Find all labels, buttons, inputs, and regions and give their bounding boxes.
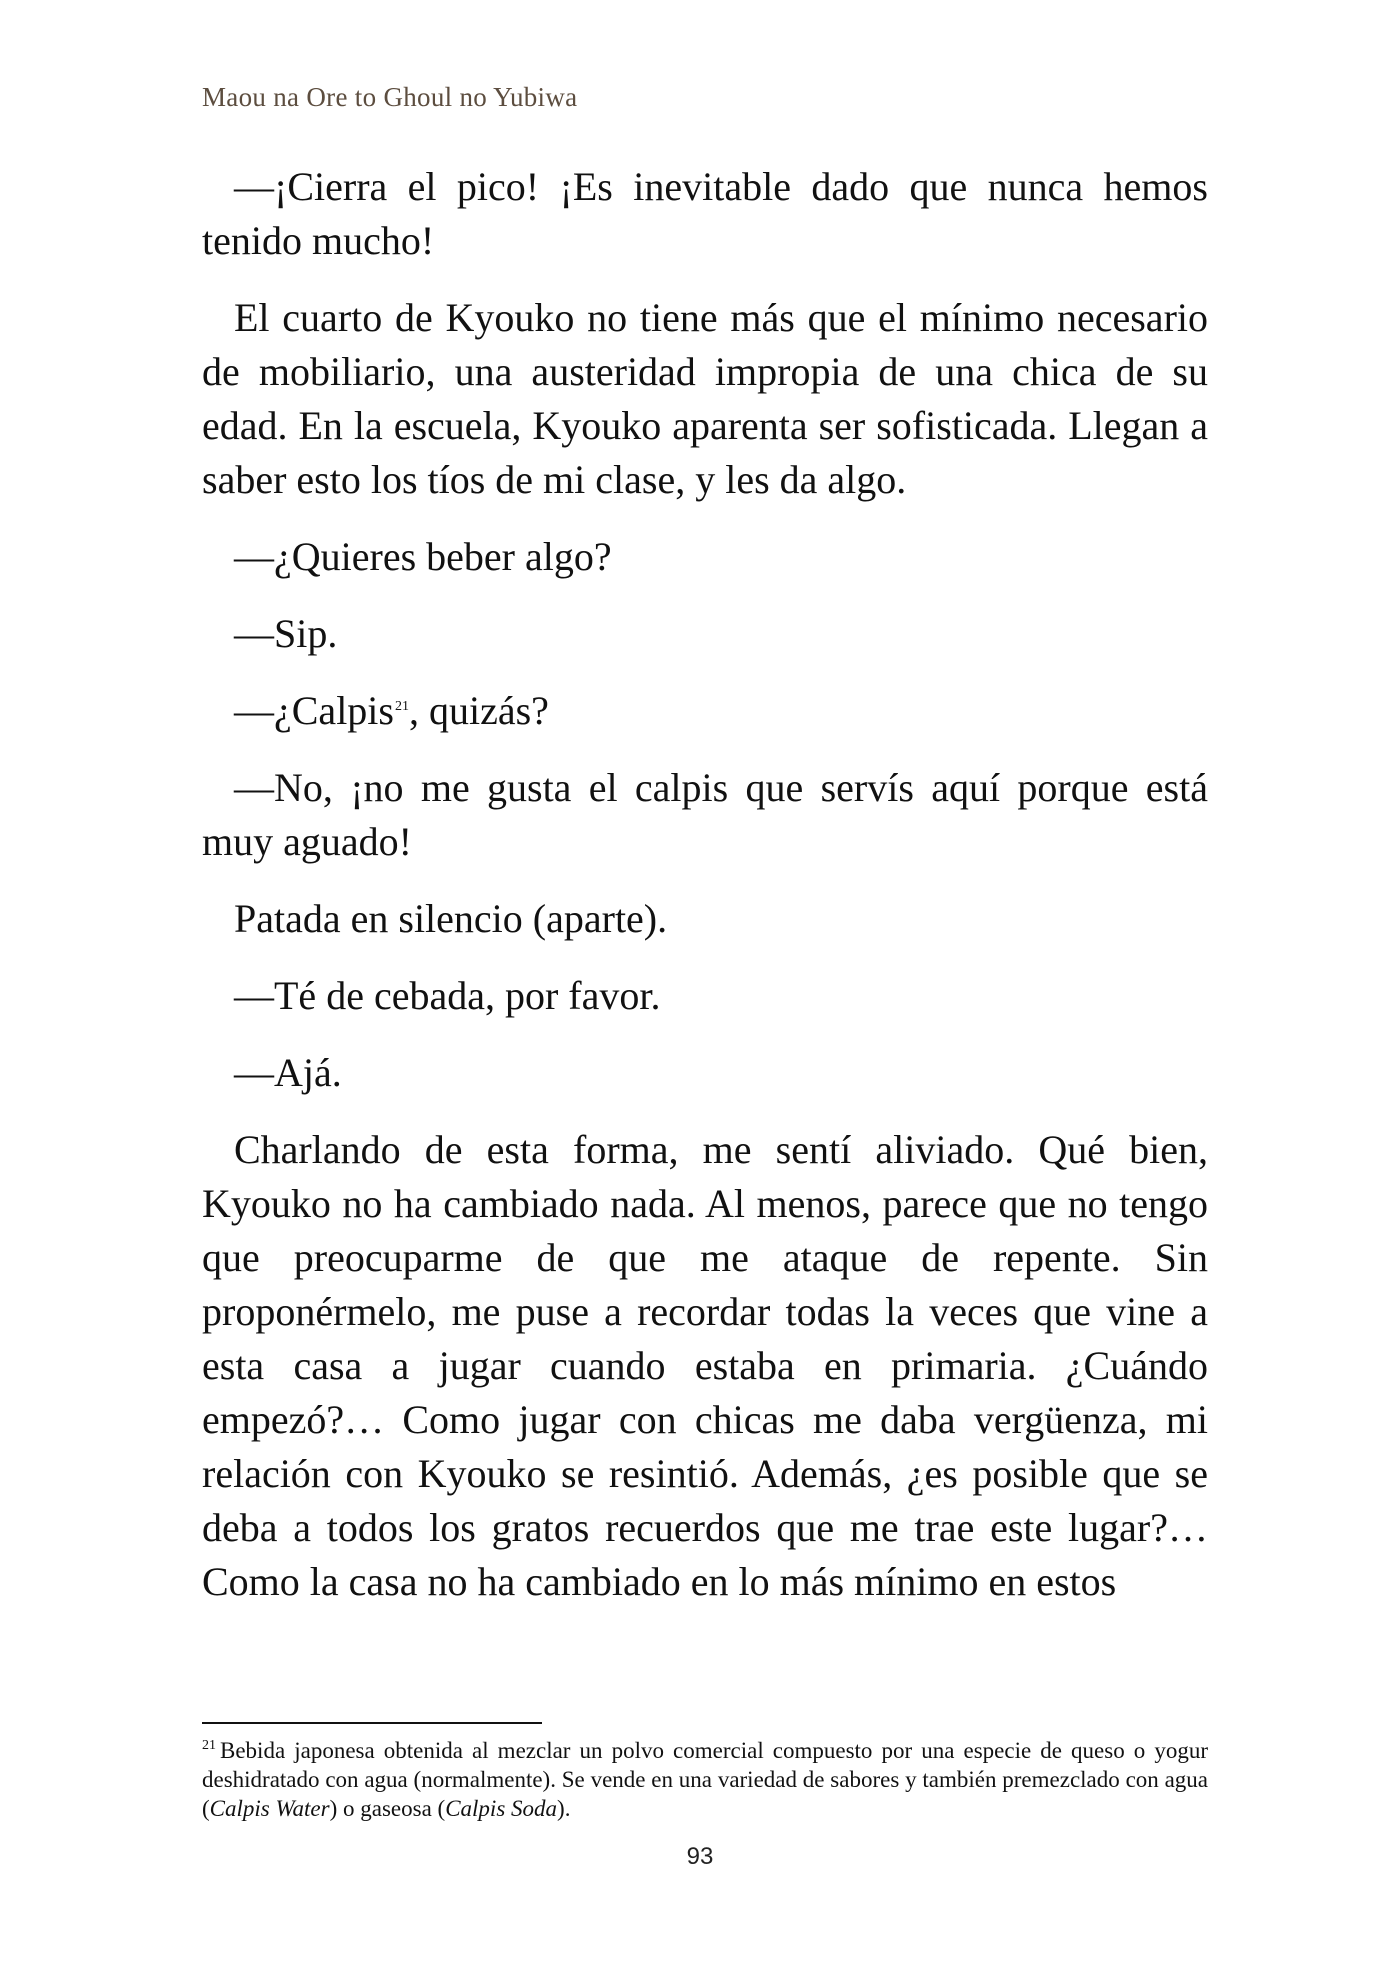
paragraph-5-text-b: , quizás? [408, 688, 549, 733]
paragraph-9: —Ajá. [234, 1050, 342, 1095]
running-header: Maou na Ore to Ghoul no Yubiwa [202, 82, 578, 112]
main-text [202, 160, 1208, 1632]
footnote [202, 1736, 1208, 1823]
footnote-text-1: Bebida japonesa obtenida al mezclar un polvo comercial compuesto por una especie de queso o yogur deshidratado con agua (normalmente). Se vende en una variedad de sabores y también premezclado con agua ( [202, 1738, 1208, 1821]
footnote-italic-1: Calpis Water [209, 1796, 330, 1821]
paragraph-8: —Té de cebada, por favor. [234, 973, 661, 1018]
footnote-text-3: ). [557, 1796, 571, 1821]
paragraph-4: —Sip. [234, 611, 338, 656]
footnote-separator [202, 1722, 542, 1724]
paragraph-5-text-a: —¿Calpis [234, 688, 394, 733]
page-number: 93 [686, 1843, 714, 1870]
footnote-reference[interactable]: 21 [394, 698, 409, 714]
paragraph-6: —No, ¡no me gusta el calpis que servís aquí porque está muy aguado! [202, 765, 1208, 864]
footnote-number: 21 [202, 1738, 216, 1754]
paragraph-1: —¡Cierra el pico! ¡Es inevitable dado que nunca hemos tenido mucho! [202, 164, 1208, 263]
paragraph-2: El cuarto de Kyouko no tiene más que el mínimo necesario de mobiliario, una austeridad impropia de una chica de su edad. En la escuela, Kyouko aparenta ser sofisticada. Llegan a saber esto los tíos de mi clase, y les da algo. [202, 295, 1208, 502]
paragraph-7: Patada en silencio (aparte). [234, 896, 668, 941]
paragraph-3: —¿Quieres beber algo? [234, 534, 612, 579]
paragraph-5 [202, 684, 1208, 738]
paragraph-10: Charlando de esta forma, me sentí aliviado. Qué bien, Kyouko no ha cambiado nada. Al menos, parece que no tengo que preocuparme de que me ataque de repente. Sin proponérmelo, me puse a recordar todas la veces que vine a esta casa a jugar cuando estaba en primaria. ¿Cuándo empezó?… Como jugar con chicas me daba vergüenza, mi relación con Kyouko se resintió. Además, ¿es posible que se deba a todos los gratos recuerdos que me trae este lugar?… Como la casa no ha cambiado en lo más mínimo en estos [202, 1127, 1208, 1604]
footnote-text-2: ) o gaseosa ( [329, 1796, 446, 1821]
footnote-italic-2: Calpis Soda [445, 1796, 558, 1821]
